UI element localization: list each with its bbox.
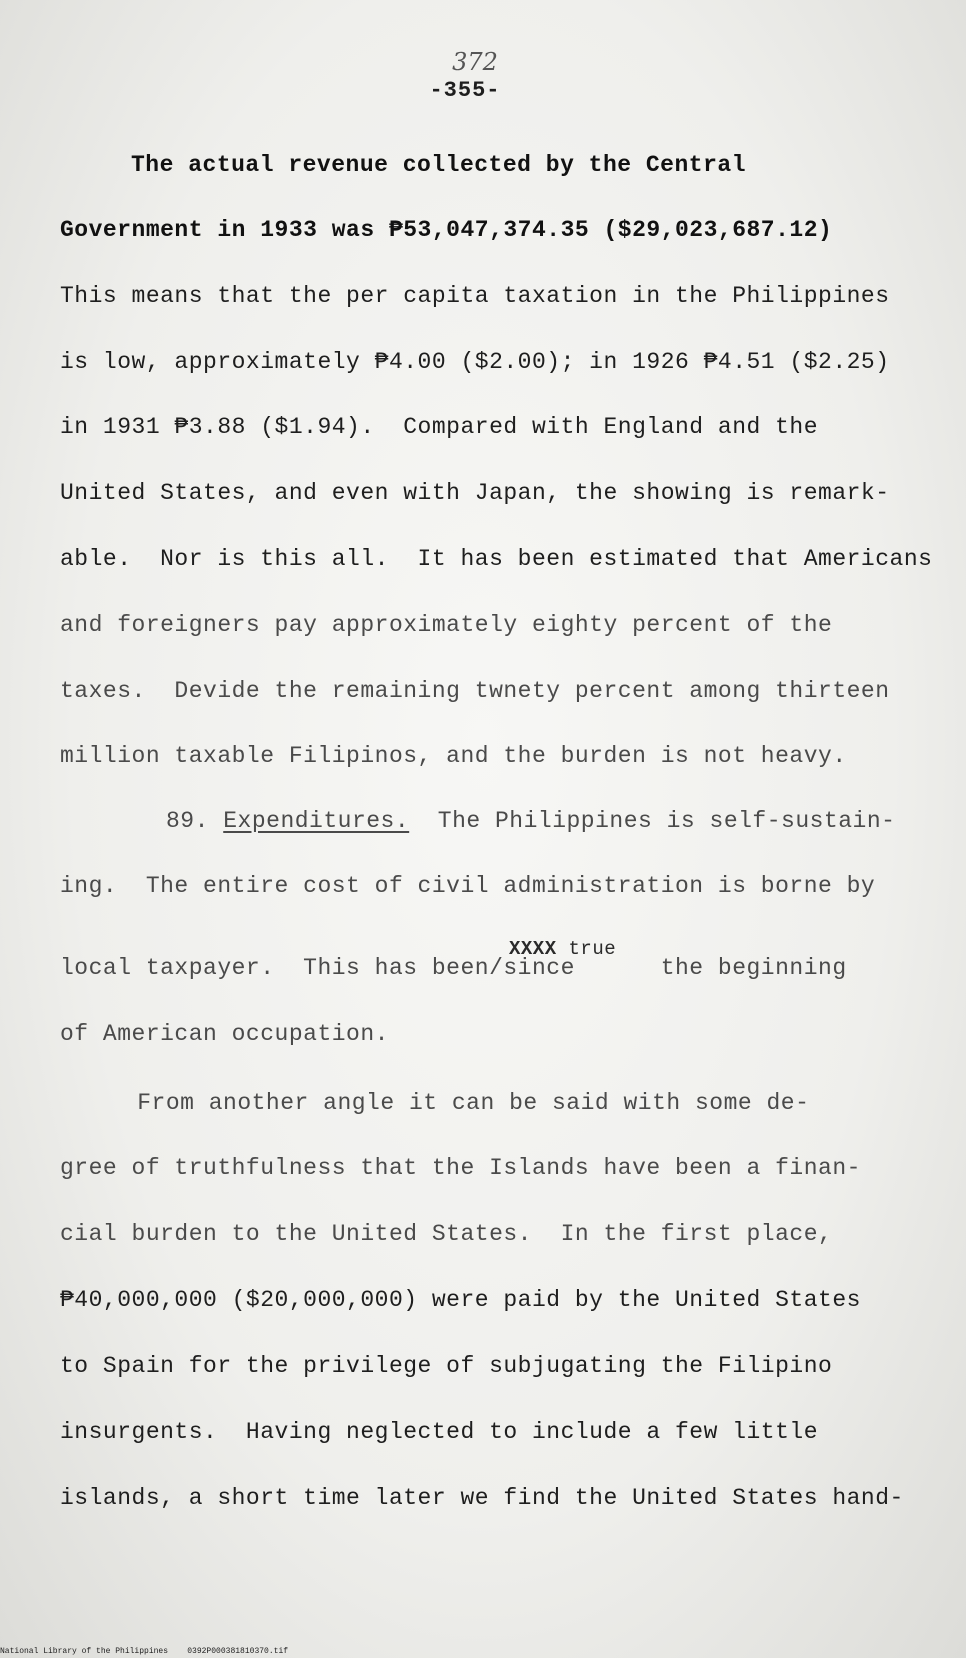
- page-number: -355-: [429, 78, 501, 103]
- text-line: ₱40,000,000 ($20,000,000) were paid by the United States: [60, 1287, 861, 1313]
- text-line: cial burden to the United States. In the first place,: [60, 1221, 833, 1247]
- text-line: From another angle it can be said with some de-: [80, 1090, 810, 1116]
- text-line: to Spain for the privilege of subjugating the Filipino: [60, 1353, 833, 1379]
- text-line: insurgents. Having neglected to include a few little: [60, 1419, 819, 1445]
- text-line: local taxpayer. This has been/since the beginning: [60, 955, 847, 981]
- text-line: and foreigners pay approximately eighty percent of the: [60, 612, 833, 638]
- text-line: is low, approximately ₱4.00 ($2.00); in 1926 ₱4.51 ($2.25): [60, 349, 890, 375]
- text-line: United States, and even with Japan, the showing is remark-: [60, 480, 890, 506]
- section-number: 89.: [166, 808, 209, 834]
- text-line: ing. The entire cost of civil administration is borne by: [60, 873, 876, 899]
- section-title: Expenditures.: [223, 808, 410, 834]
- section-text: The Philippines is self-sustain-: [409, 808, 896, 834]
- inserted-word: true: [568, 938, 617, 960]
- text-line: taxes. Devide the remaining twnety percent among thirteen: [60, 678, 890, 704]
- text-line: This means that the per capita taxation in the Philippines: [60, 283, 890, 309]
- section-heading-line: [166, 808, 895, 834]
- text-line: able. Nor is this all. It has been estimated that Americans: [60, 546, 933, 572]
- text-line: The actual revenue collected by the Central: [131, 152, 746, 178]
- text-line: Government in 1933 was ₱53,047,374.35 ($29,023,687.12): [60, 217, 833, 243]
- handwritten-page-number: 372: [452, 48, 498, 76]
- text-line: million taxable Filipinos, and the burden is not heavy.: [60, 743, 847, 769]
- text-line: of American occupation.: [60, 1021, 389, 1047]
- archive-footer: National Library of the Philippines 0392P000381810370.tif: [0, 1647, 289, 1656]
- struck-text: XXXX: [509, 938, 557, 960]
- text-line: islands, a short time later we find the United States hand-: [60, 1485, 904, 1511]
- text-line: gree of truthfulness that the Islands have been a finan-: [60, 1155, 861, 1181]
- text-line: in 1931 ₱3.88 ($1.94). Compared with England and the: [60, 414, 819, 440]
